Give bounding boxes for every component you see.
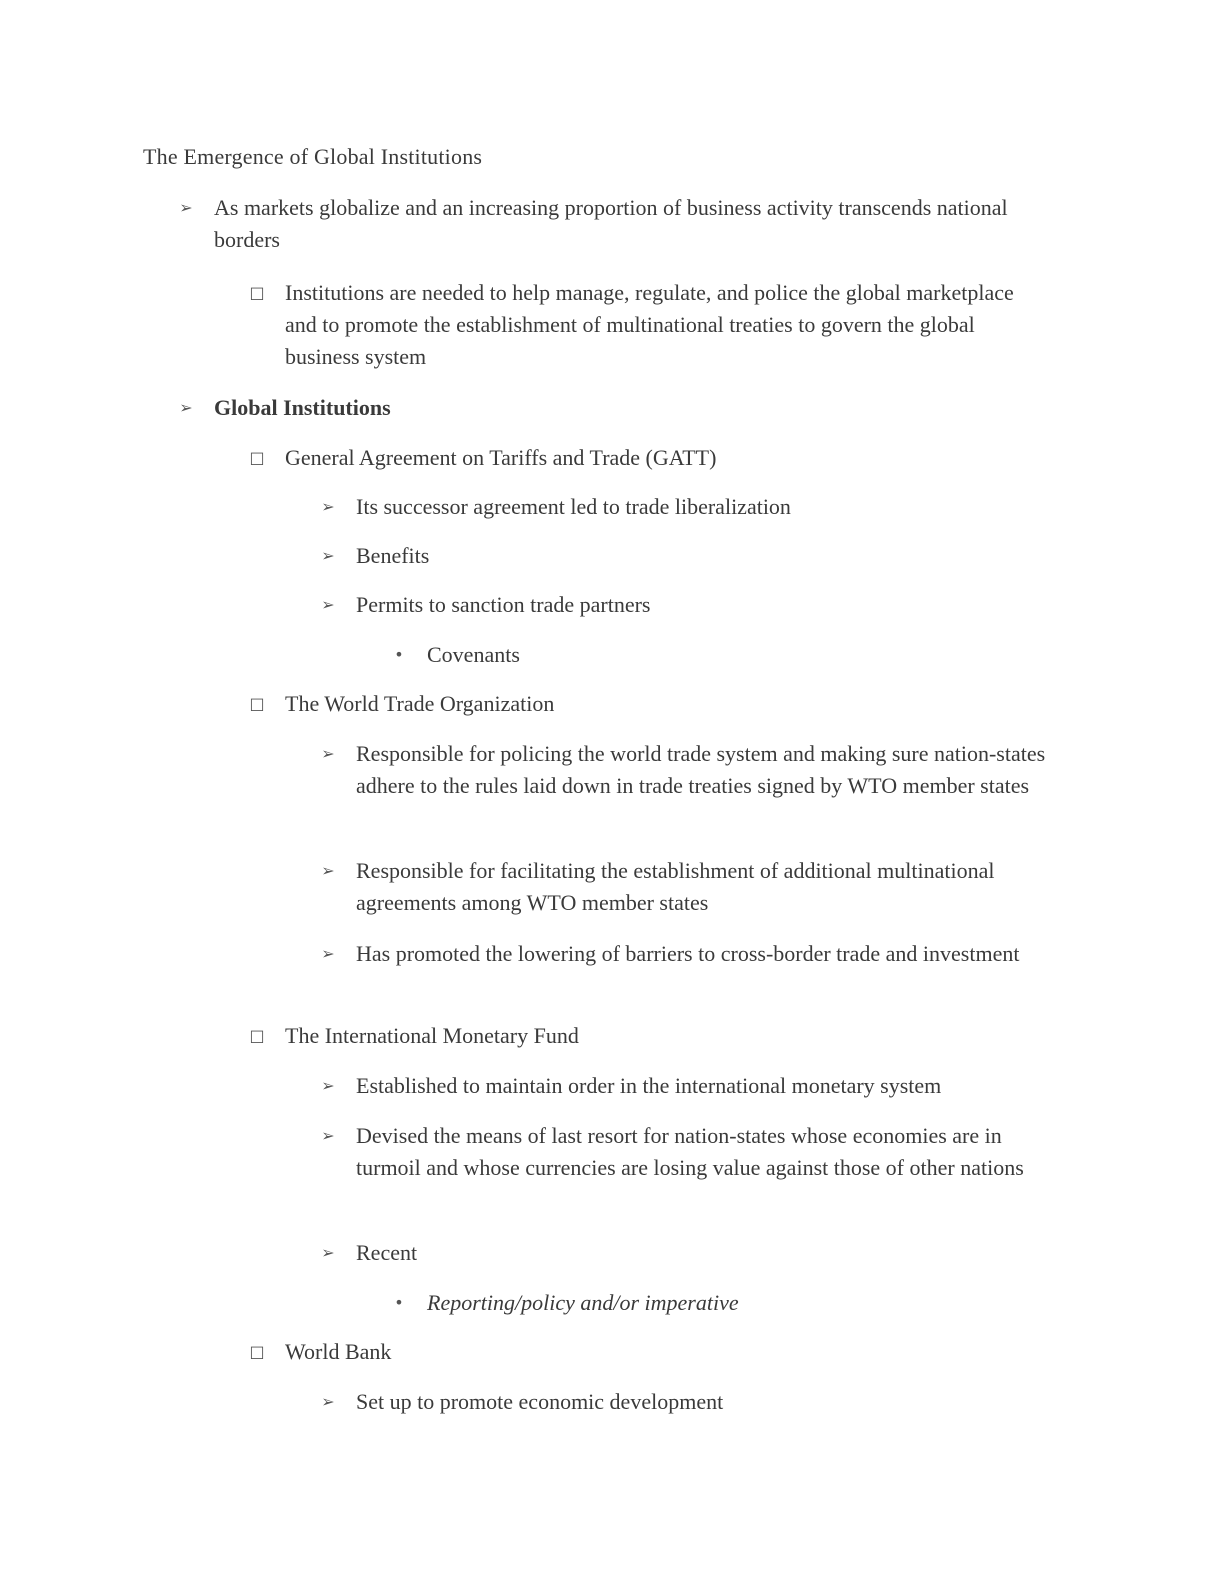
- bullet-item-l2: [249, 442, 1045, 474]
- document-title: The Emergence of Global Institutions: [143, 144, 483, 169]
- bullet-item-l3: [321, 1237, 1056, 1269]
- bullet-text: Covenants: [427, 642, 520, 667]
- bullet-item-l3: [321, 1070, 1061, 1102]
- bullet-item-l1: [179, 192, 1044, 256]
- bullet-text: Benefits: [356, 543, 430, 568]
- bullet-text: Has promoted the lowering of barriers to cross-border trade and investment: [356, 941, 1020, 966]
- bullet-item-l4: [394, 1287, 1057, 1319]
- dot-bullet-icon: •: [394, 645, 404, 664]
- bullet-text: Recent: [356, 1240, 418, 1265]
- arrow-bullet-icon: ➢: [321, 744, 335, 763]
- arrow-bullet-icon: ➢: [321, 861, 335, 880]
- arrow-bullet-icon: ➢: [321, 1392, 335, 1411]
- bullet-text: Institutions are needed to help manage, regulate, and police the global marketplace and to promote the establishment of multinational treaties to govern the global business system: [285, 280, 1014, 369]
- bullet-item-l3: [321, 938, 1061, 970]
- arrow-bullet-icon: ➢: [321, 595, 335, 614]
- bullet-text: The World Trade Organization: [285, 691, 555, 716]
- bullet-item-l2: [249, 1020, 1045, 1052]
- bullet-item-l3: [321, 540, 1056, 572]
- arrow-bullet-icon: ➢: [321, 497, 335, 516]
- bullet-item-l3: [321, 855, 1061, 919]
- bullet-text: World Bank: [285, 1339, 392, 1364]
- square-bullet-icon: □: [249, 694, 265, 713]
- bullet-text: Its successor agreement led to trade liberalization: [356, 494, 791, 519]
- bullet-item-l2: [249, 277, 1045, 373]
- arrow-bullet-icon: ➢: [179, 398, 193, 417]
- bullet-text: Responsible for facilitating the establishment of additional multinational agreements among WTO member states: [356, 858, 995, 915]
- square-bullet-icon: □: [249, 283, 265, 302]
- bullet-text: Set up to promote economic development: [356, 1389, 724, 1414]
- bullet-text: The International Monetary Fund: [285, 1023, 579, 1048]
- bullet-item-l2: [249, 1336, 1045, 1368]
- bullet-text: General Agreement on Tariffs and Trade (GATT): [285, 445, 717, 470]
- arrow-bullet-icon: ➢: [179, 198, 193, 217]
- bullet-item-l3: [321, 1120, 1061, 1184]
- square-bullet-icon: □: [249, 1342, 265, 1361]
- square-bullet-icon: □: [249, 1026, 265, 1045]
- bullet-item-l3: [321, 491, 1056, 523]
- bullet-item-l3: [321, 738, 1061, 802]
- arrow-bullet-icon: ➢: [321, 1126, 335, 1145]
- dot-bullet-icon: •: [394, 1293, 404, 1312]
- arrow-bullet-icon: ➢: [321, 1243, 335, 1262]
- bullet-text: Responsible for policing the world trade system and making sure nation-states adhere to the rules laid down in trade treaties signed by WTO member states: [356, 741, 1046, 798]
- bullet-text: Reporting/policy and/or imperative: [427, 1290, 739, 1315]
- arrow-bullet-icon: ➢: [321, 546, 335, 565]
- bullet-text: Devised the means of last resort for nation-states whose economies are in turmoil and whose currencies are losing value against those of other nations: [356, 1123, 1024, 1180]
- bullet-item-l1: [179, 392, 1044, 424]
- arrow-bullet-icon: ➢: [321, 1076, 335, 1095]
- bullet-text: As markets globalize and an increasing proportion of business activity transcends national borders: [214, 195, 1008, 252]
- square-bullet-icon: □: [249, 448, 265, 467]
- bullet-item-l3: [321, 589, 1056, 621]
- bullet-text: Permits to sanction trade partners: [356, 592, 651, 617]
- bullet-item-l4: [394, 639, 1057, 671]
- bullet-text: Established to maintain order in the international monetary system: [356, 1073, 942, 1098]
- bullet-item-l2: [249, 688, 1045, 720]
- bullet-item-l3: [321, 1386, 1056, 1418]
- bullet-text: Global Institutions: [214, 395, 391, 420]
- arrow-bullet-icon: ➢: [321, 944, 335, 963]
